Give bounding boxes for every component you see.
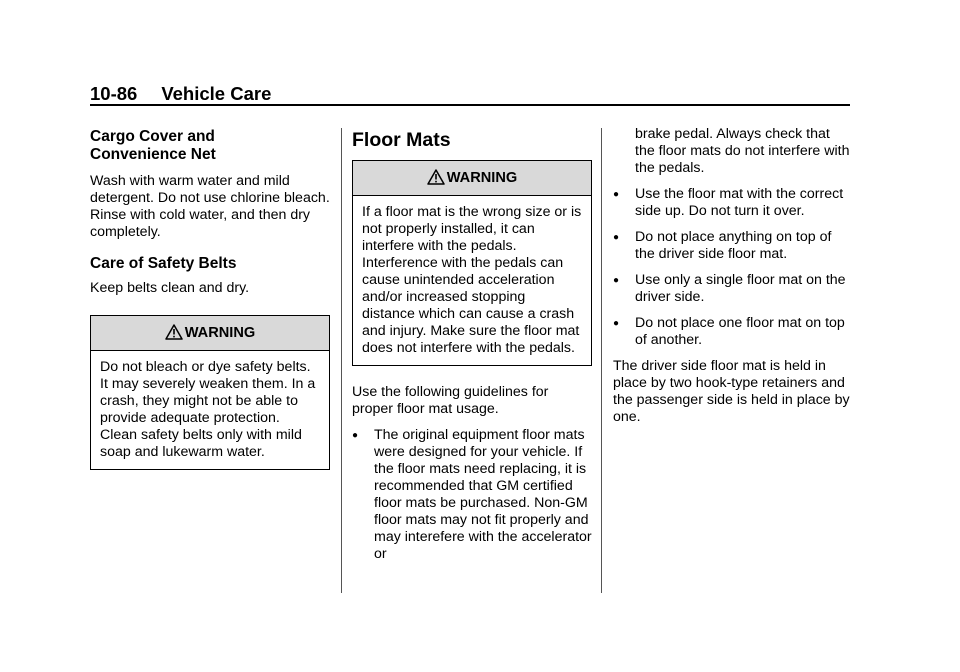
warning-triangle-icon [427,169,445,185]
bullet-dot-icon: ● [613,189,620,200]
belts-warning-header [91,316,329,351]
bullet-continuation: brake pedal. Always check that the floor mats do not interfere with the pedals. [635,126,850,176]
warning-label: WARNING [446,170,518,186]
cargo-text: Wash with warm water and mild detergent. Do not use chlorine bleach. Rinse with cold water, and then dry completely. [90,173,330,240]
bullet-text: Use only a single floor mat on the driver side. [635,272,846,305]
bullet-dot-icon: ● [352,430,359,441]
middle-column [352,128,592,572]
list-item [613,315,853,349]
column-divider-right [601,128,602,593]
page-number: 10-86 [90,83,138,104]
cargo-heading-line-2: Convenience Net [90,146,216,163]
list-item [613,186,853,220]
bullet-text: Do not place one floor mat on top of another. [635,315,845,348]
floor-mats-warning-header [353,161,591,196]
floor-mats-warning-text: If a floor mat is the wrong size or is not properly installed, it can interfere with the pedals. Interference with the pedals can cause unintended acceleration and/or increased stopping distance which can cause a crash and injury. Make sure the floor mat does not interfere with the pedals. [362,204,582,356]
cargo-heading [90,128,330,164]
list-item [352,427,592,563]
belts-text: Keep belts clean and dry. [90,280,250,296]
bullet-text: Do not place anything on top of the driver side floor mat. [635,229,832,262]
bullet-text: Use the floor mat with the correct side up. Do not turn it over. [635,186,844,219]
header-rule [90,104,850,106]
list-item [613,272,853,306]
left-column [90,128,330,470]
floor-mats-heading: Floor Mats [352,129,451,151]
right-column [613,126,853,426]
section-title: Vehicle Care [161,83,272,104]
right-bullet-list [613,186,853,349]
floor-mats-warning-box [352,160,592,366]
belts-warning-box [90,315,330,470]
bullet-dot-icon: ● [613,275,620,286]
guidelines-intro: Use the following guidelines for proper floor mat usage. [352,384,549,417]
belts-heading: Care of Safety Belts [90,255,237,272]
retainer-text: The driver side floor mat is held in place by two hook-type retainers and the passenger side is held in place by one. [613,358,850,425]
cargo-heading-line-1: Cargo Cover and [90,128,215,145]
middle-bullet-list [352,427,592,563]
warning-triangle-icon [165,324,183,340]
warning-label: WARNING [184,325,256,341]
page-header [90,83,271,105]
belts-warning-text: Do not bleach or dye safety belts. It may severely weaken them. In a crash, they might not be able to provide adequate protection. Clean safety belts only with mild soap and lukewarm water. [100,359,316,460]
bullet-text: The original equipment floor mats were designed for your vehicle. If the floor mats need replacing, it is recommended that GM certified floor mats be purchased. Non-GM floor mats may not fit properly and may interefere with the accelerator or [374,427,592,562]
bullet-dot-icon: ● [613,232,620,243]
bullet-dot-icon: ● [613,318,620,329]
list-item [613,229,853,263]
column-divider-left [341,128,342,593]
